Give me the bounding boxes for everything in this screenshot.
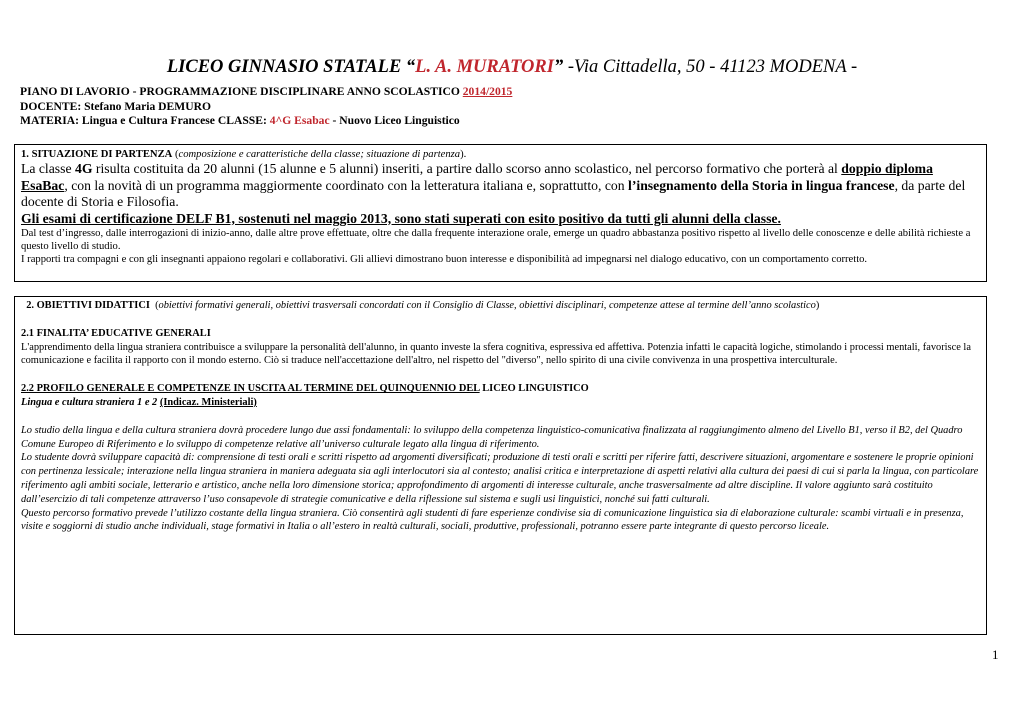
subject-line <box>20 114 1010 129</box>
p1-class: 4G <box>74 161 93 176</box>
subject-label: MATERIA: Lingua e Cultura Francese CLASSE: <box>20 114 267 127</box>
subsection-2-2-title <box>21 382 980 396</box>
profile-paragraph-3: Questo percorso formativo prevede l’utilizzo costante della lingua straniera. Ciò consentirà agli studenti di fare esperienze condivise sia di comunicazione linguistica sia di elaborazione culturale: scambi virtuali e in presenza, visite e soggiorni di studio anche individuali, stage formativi in Italia o all’estero in realtà culturali, sociali, produttive, professionali, potranno essere parte integrante di questo percorso liceale. <box>21 507 964 533</box>
plan-line <box>20 85 1010 100</box>
section1-paragraph2: Gli esami di certificazione DELF B1, sostenuti nel maggio 2013, sono stati superati con esito positivo da tutti gli alunni della classe. <box>21 210 781 226</box>
subsection-2-2-title-main: 2.2 PROFILO GENERALE E COMPETENZE IN USCITA AL TERMINE DEL QUINQUENNIO DEL <box>21 383 480 395</box>
p1-history: l’insegnamento della Storia in lingua francese <box>628 177 895 193</box>
subsection-2-1-title: 2.1 FINALITA’ EDUCATIVE GENERALI <box>21 327 211 339</box>
profile-paragraph-1: Lo studio della lingua e della cultura straniera dovrà procedere lungo due assi fondamentali: lo sviluppo della competenza linguistico-comunicativa finalizzata al raggiungimento almeno del Livello B1, verso il B2, del Quadro Comune Europeo di Riferimento e lo sviluppo di competenze relative all’universo culturale legato alla lingua di riferimento. <box>21 424 963 450</box>
page-number: 1 <box>992 647 999 662</box>
section1-paragraph3: Dal test d’ingresso, dalle interrogazioni di inizio-anno, dalle altre prove effettuate, oltre che dalla frequente interazione orale, emerge un quadro abbastanza positivo rispetto al livello delle conoscenze e delle abilità richieste a questo livello di studio. <box>21 228 971 252</box>
school-address: -Via Cittadella, 50 - 41123 MODENA - <box>563 57 858 77</box>
section2-heading: 2. OBIETTIVI DIDATTICI (obiettivi formativi generali, obiettivi trasversali concordati con il Consiglio di Classe, obiettivi disciplinari, competenze attese al termine dell’anno scolastico) <box>26 300 820 311</box>
teacher-line: DOCENTE: Stefano Maria DEMURO <box>20 99 211 113</box>
subtitle-note: (Indicaz. Ministeriali) <box>159 396 257 408</box>
p1-text-e: , con la novità di un programma maggiormente coordinato con la letteratura italiana e, soprattutto, con <box>64 177 629 193</box>
class-value: 4^G Esabac <box>269 114 330 127</box>
section1-title: 1. SITUAZIONE DI PARTENZA <box>21 149 173 160</box>
subtitle-main: Lingua e cultura straniera 1 e 2 <box>21 396 158 408</box>
profile-paragraph-2: Lo studente dovrà sviluppare capacità di: comprensione di testi orali e scritti rispetto ad argomenti diversificati; produzione di testi orali e scritti per riferire fatti, descrivere situazioni, argomentare e sostenere le proprie opinioni con pertinenza lessicale; interazione nella lingua straniera in maniera adeguata sia agli interlocutori sia al contesto; analisi critica e interpretazione di aspetti relativi alla cultura dei paesi di cui si parla la lingua, con particolare riferimento agli ambiti sociale, letterario e artistico, anche nella loro dimensione storica; approfondimento di argomenti di interesse culturale, anche trasversalmente ad altre discipline. Il valore aggiunto sarà costituito dall’esercizio di tali competenze attraverso l’uso consapevole di strategie comunicative e della riflessione sul sistema e sugli usi linguistici, nonché sui fatti culturali. <box>21 452 979 505</box>
subsection-2-2-subtitle <box>21 396 980 410</box>
section-situazione <box>14 144 987 282</box>
school-name-quote: ” <box>553 57 564 77</box>
section-obiettivi <box>14 296 987 635</box>
section2-note: obiettivi formativi generali, obiettivi trasversali concordati con il Consiglio di Classe, obiettivi disciplinari, competenze attese al termine dell’anno scolastico <box>158 300 816 311</box>
p1-text-g: , da parte del docente di Storia e Filosofia. <box>21 177 966 209</box>
school-year: 2014/2015 <box>462 85 513 98</box>
p1-diploma: doppio diploma EsaBac <box>21 161 933 193</box>
school-name-highlight: L. A. MURATORI <box>415 57 554 77</box>
section1-note: composizione e caratteristiche della classe; situazione di partenza <box>178 149 461 160</box>
section1-paragraph1 <box>21 161 980 211</box>
school-name: LICEO GINNASIO STATALE “ <box>166 57 416 77</box>
subsection-2-2-title-end: LICEO LINGUISTICO <box>479 383 589 395</box>
section2-title: 2. OBIETTIVI DIDATTICI <box>26 300 150 311</box>
subsection-2-1-text: L'apprendimento della lingua straniera contribuisce a sviluppare la personalità dell'alunno, in quanto investe la sfera cognitiva, espressiva ed affettiva. Potenzia infatti le capacità logiche, stimolando i processi mentali, favorisce la comunicazione e facilita il rapporto con il mondo esterno. Ciò si traduce nell'accettazione dell'altro, nel rispetto del "diverso", nello spirito di una civile convivenza in una prospettiva interculturale. <box>21 341 971 367</box>
section1-paragraph4: I rapporti tra compagni e con gli insegnanti appaiono regolari e collaborativi. Gli allievi dimostrano buon interesse e disponibilità ad impegnarsi nel dialogo educativo, con un comportamento corretto. <box>21 254 868 265</box>
p1-text-a: La classe <box>21 161 75 176</box>
course-type: - Nuovo Liceo Linguistico <box>329 114 460 127</box>
plan-label: PIANO DI LAVORIO - PROGRAMMAZIONE DISCIPLINARE ANNO SCOLASTICO <box>20 85 460 98</box>
document-header <box>20 85 1010 129</box>
section1-heading: 1. SITUAZIONE DI PARTENZA (composizione e caratteristiche della classe; situazione di partenza). <box>21 149 467 160</box>
document-title <box>0 57 1024 78</box>
p1-text-c: risulta costituita da 20 alunni (15 alunne e 5 alunni) inseriti, a partire dallo scorso anno scolastico, nel percorso formativo che porterà al <box>92 161 842 176</box>
